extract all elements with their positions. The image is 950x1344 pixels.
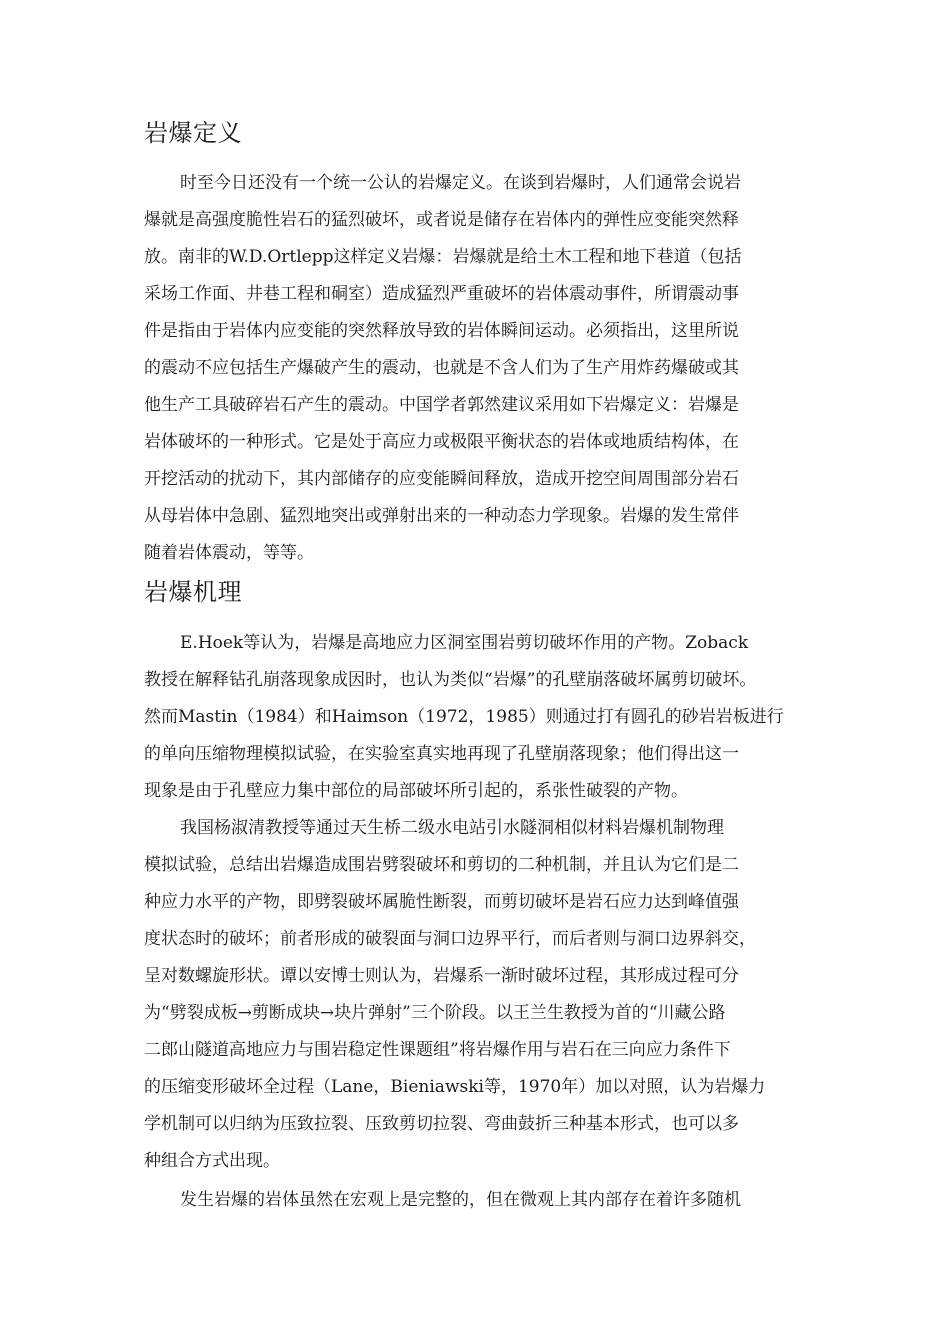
text-line: 学机制可以归纳为压致拉裂、压致剪切拉裂、弯曲鼓折三种基本形式，也可以多 bbox=[144, 1114, 739, 1134]
text-line: 随着岩体震动，等等。 bbox=[144, 543, 314, 563]
text-line: 爆就是高强度脆性岩石的猛烈破坏，或者说是储存在岩体内的弹性应变能突然释 bbox=[144, 210, 739, 230]
text-line: 度状态时的破坏；前者形成的破裂面与洞口边界平行，而后者则与洞口边界斜交， bbox=[144, 929, 756, 949]
text-line: 从母岩体中急剧、猛烈地突出或弹射出来的一种动态力学现象。岩爆的发生常伴 bbox=[144, 506, 739, 526]
text-line: 呈对数螺旋形状。谭以安博士则认为，岩爆系一渐时破坏过程，其形成过程可分 bbox=[144, 966, 739, 986]
paragraph-mechanism-1 bbox=[144, 625, 784, 810]
text-line: 件是指由于岩体内应变能的突然释放导致的岩体瞬间运动。必须指出，这里所说 bbox=[144, 321, 739, 341]
paragraph-definition bbox=[144, 165, 742, 572]
section-heading-definition: 岩爆定义 bbox=[144, 119, 242, 147]
text-line: 的压缩变形破坏全过程（Lane，Bieniawski等，1970年）加以对照，认为岩爆力 bbox=[144, 1077, 766, 1097]
section-heading-mechanism: 岩爆机理 bbox=[144, 578, 242, 606]
text-line: E.Hoek等认为，岩爆是高地应力区洞室围岩剪切破坏作用的产物。Zoback bbox=[180, 633, 749, 653]
text-line: 放。南非的W.D.Ortlepp这样定义岩爆：岩爆就是给土木工程和地下巷道（包括 bbox=[144, 247, 742, 267]
text-line: 采场工作面、井巷工程和硐室）造成猛烈严重破坏的岩体震动事件，所谓震动事 bbox=[144, 284, 739, 304]
paragraph-mechanism-3 bbox=[144, 1182, 741, 1219]
text-line: 然而Mastin（1984）和Haimson（1972，1985）则通过打有圆孔的砂岩岩板进行 bbox=[144, 707, 784, 727]
text-line: 教授在解释钻孔崩落现象成因时，也认为类似“岩爆”的孔壁崩落破坏属剪切破坏。 bbox=[144, 670, 757, 690]
text-line: 种应力水平的产物，即劈裂破坏属脆性断裂，而剪切破坏是岩石应力达到峰值强 bbox=[144, 892, 739, 912]
text-line: 模拟试验，总结出岩爆造成围岩劈裂破坏和剪切的二种机制，并且认为它们是二 bbox=[144, 855, 739, 875]
text-line: 的单向压缩物理模拟试验，在实验室真实地再现了孔壁崩落现象；他们得出这一 bbox=[144, 744, 739, 764]
text-line: 现象是由于孔壁应力集中部位的局部破坏所引起的，系张性破裂的产物。 bbox=[144, 781, 688, 801]
paragraph-mechanism-2 bbox=[144, 810, 765, 1180]
text-line: 发生岩爆的岩体虽然在宏观上是完整的，但在微观上其内部存在着许多随机 bbox=[180, 1190, 741, 1210]
text-line: 二郎山隧道高地应力与围岩稳定性课题组”将岩爆作用与岩石在三向应力条件下 bbox=[144, 1040, 731, 1060]
text-line: 我国杨淑清教授等通过天生桥二级水电站引水隧洞相似材料岩爆机制物理 bbox=[180, 818, 724, 838]
text-line: 时至今日还没有一个统一公认的岩爆定义。在谈到岩爆时，人们通常会说岩 bbox=[180, 173, 741, 193]
text-line: 为“劈裂成板→剪断成块→块片弹射”三个阶段。以王兰生教授为首的“川藏公路 bbox=[144, 1003, 726, 1023]
text-line: 他生产工具破碎岩石产生的震动。中国学者郭然建议采用如下岩爆定义：岩爆是 bbox=[144, 395, 739, 415]
text-line: 的震动不应包括生产爆破产生的震动，也就是不含人们为了生产用炸药爆破或其 bbox=[144, 358, 739, 378]
text-line: 岩体破坏的一种形式。它是处于高应力或极限平衡状态的岩体或地质结构体，在 bbox=[144, 432, 739, 452]
text-line: 开挖活动的扰动下，其内部储存的应变能瞬间释放，造成开挖空间周围部分岩石 bbox=[144, 469, 739, 489]
text-line: 种组合方式出现。 bbox=[144, 1151, 280, 1171]
